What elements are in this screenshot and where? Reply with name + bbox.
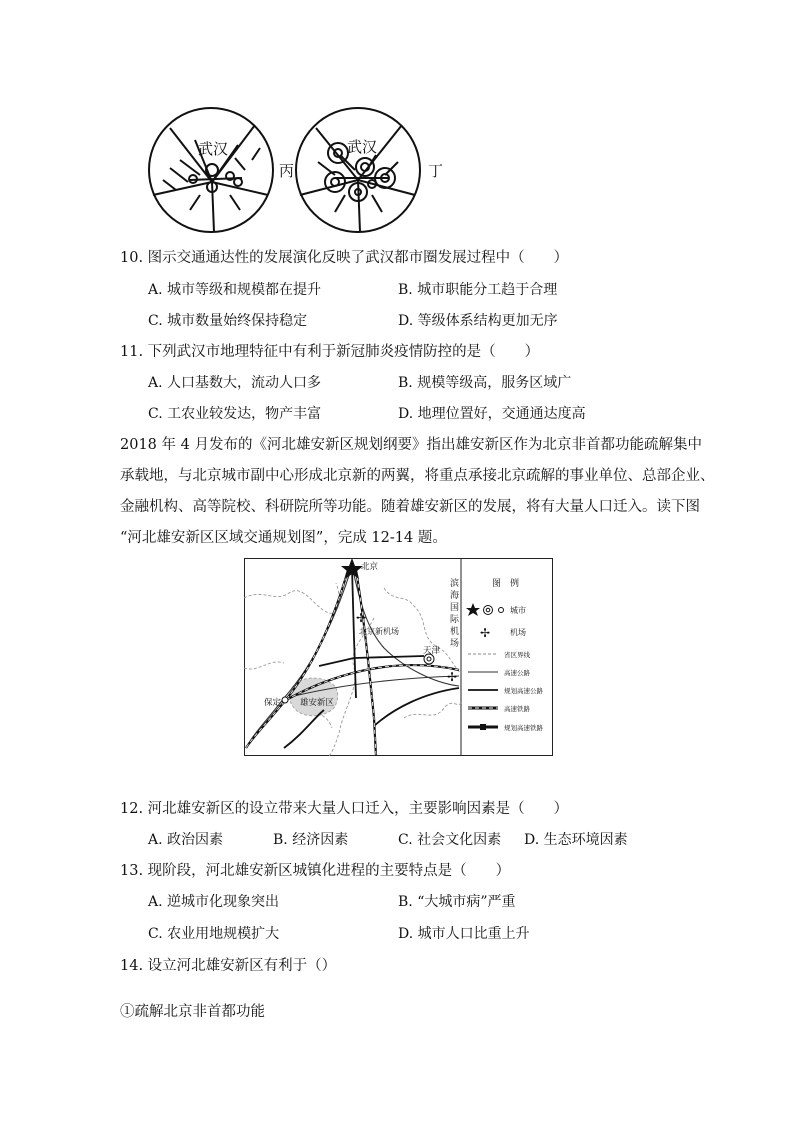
question-13-option-b[interactable]: B. “大城市病”严重 [398,894,516,910]
legend-city: 城市 [510,606,526,615]
passage-line-4: “河北雄安新区区域交通规划图”，完成 12-14 题。 [120,530,447,546]
question-12-stem: 12. 河北雄安新区的设立带来大量人口迁入，主要影响因素是（ ） [120,801,569,817]
map-label-binhai-1: 滨 [450,579,460,589]
question-12-option-d[interactable]: D. 生态环境因素 [524,832,628,848]
question-13-option-c[interactable]: C. 农业用地规模扩大 [148,926,280,942]
map-label-binhai-2: 海 [450,591,460,601]
map-label-baoding: 保定 [264,698,282,708]
airport-icon: ✢ [356,611,367,625]
legend-airport-icon: ✢ [480,626,491,640]
map-label-binhai-5: 机 [450,627,460,637]
passage-line-3: 金融机构、高等院校、科研院所等功能。随着雄安新区的发展，将有大量人口迁入。读下图 [120,499,700,515]
question-10-option-c[interactable]: C. 城市数量始终保持稳定 [148,313,308,329]
question-13-option-a[interactable]: A. 逆城市化现象突出 [148,894,280,910]
question-11-stem: 11. 下列武汉市地理特征中有利于新冠肺炎疫情防控的是（ ） [120,344,540,360]
question-11-option-c[interactable]: C. 工农业较发达，物产丰富 [148,406,322,422]
legend-airport: 机场 [510,628,526,637]
question-13-stem: 13. 现阶段，河北雄安新区城镇化进程的主要特点是（ ） [120,863,511,879]
legend-railway: 高速铁路 [504,705,530,713]
question-10-stem: 10. 图示交通通达性的发展演化反映了武汉都市圈发展过程中（ ） [120,250,569,266]
question-12-option-b[interactable]: B. 经济因素 [273,832,349,848]
legend-planned-railway: 规划高速铁路 [504,724,543,732]
map-label-binhai-4: 际 [450,615,460,625]
question-11-option-b[interactable]: B. 规模等级高，服务区域广 [398,375,572,391]
passage-line-1: 2018 年 4 月发布的《河北雄安新区规划纲要》指出雄安新区作为北京非首都功能疏解集中 [120,437,702,453]
map-label-beijing: 北京 [361,562,379,572]
map-label-binhai-3: 国 [450,603,460,613]
wuhan-circle-diagrams [140,100,460,240]
question-14-stem: 14. 设立河北雄安新区有利于（） [120,958,337,974]
question-12-option-c[interactable]: C. 社会文化因素 [398,832,502,848]
question-10-option-d[interactable]: D. 等级体系结构更加无序 [398,313,558,329]
label-wuhan-left: 武汉 [198,140,229,158]
xiongan-traffic-map [244,558,553,756]
legend-province-border: 省区界线 [504,651,530,659]
legend-title: 图 例 [492,579,520,589]
question-11-option-a[interactable]: A. 人口基数大，流动人口多 [148,375,322,391]
legend-planned-expressway: 规划高速公路 [504,687,543,695]
binhai-airport-icon: ✢ [447,670,458,684]
label-wuhan-right: 武汉 [347,138,378,156]
map-label-binhai-6: 场 [450,639,460,649]
question-12-option-a[interactable]: A. 政治因素 [148,832,224,848]
legend-expressway: 高速公路 [504,669,530,677]
label-ding: 丁 [428,162,444,180]
map-label-tianjin: 天津 [423,646,441,656]
question-14-item-1: ①疏解北京非首都功能 [120,1004,265,1020]
label-bing: 丙 [279,162,295,180]
question-10-option-a[interactable]: A. 城市等级和规模都在提升 [148,282,322,298]
baoding-city-icon [282,697,288,703]
question-13-option-d[interactable]: D. 城市人口比重上升 [398,926,530,942]
passage-line-2: 承载地，与北京城市副中心形成北京新的两翼，将重点承接北京疏解的事业单位、总部企业、 [120,468,715,484]
map-label-beijing-new-airport: 北京新机场 [359,627,399,636]
question-11-option-d[interactable]: D. 地理位置好，交通通达度高 [398,406,586,422]
question-10-option-b[interactable]: B. 城市职能分工趋于合理 [398,282,558,298]
map-label-xiongan: 雄安新区 [300,698,335,708]
